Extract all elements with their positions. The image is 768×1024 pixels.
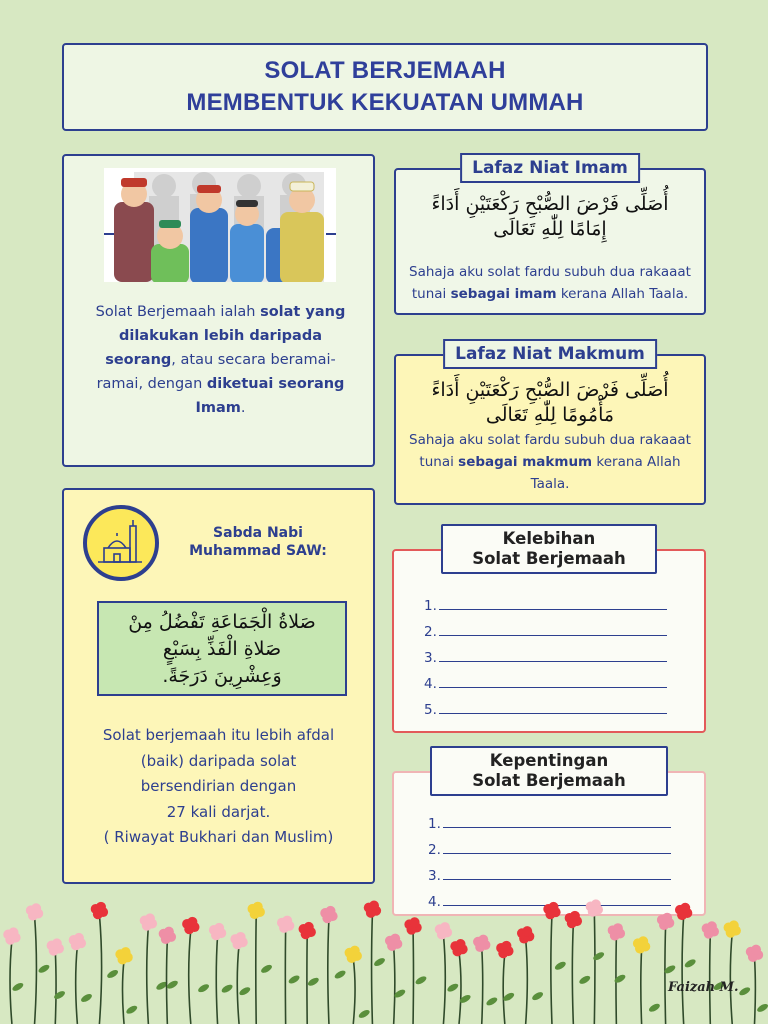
flower <box>496 941 515 1024</box>
hadith-arabic-box <box>97 601 347 696</box>
list-item[interactable]: 3. <box>424 645 667 671</box>
flower <box>657 913 677 1024</box>
flower <box>435 922 460 1024</box>
kelebihan-panel <box>392 529 706 733</box>
page-title-line2: MEMBENTUK KEKUATAN UMMAH <box>186 89 584 116</box>
sabda-panel <box>62 488 375 884</box>
sabda-title: Sabda Nabi Muhammad SAW: <box>189 525 327 559</box>
flower <box>543 902 567 1024</box>
niat-makmum-translation: Sahaja aku solat fardu subuh dua rakaaat tunai sebagai makmum kerana Allah Taala. <box>409 432 691 492</box>
niat-imam-panel <box>394 158 706 315</box>
hadith-translation: Solat berjemaah itu lebih afdal (baik) daripada solat bersendirian dengan 27 kali darjat. ( Riwayat Bukhari dan Muslim) <box>102 726 335 846</box>
definition-panel <box>62 154 375 467</box>
flower <box>182 917 210 1024</box>
flower <box>702 921 726 1024</box>
flower <box>608 923 627 1024</box>
author-signature: Faizah M. <box>668 980 739 995</box>
flower-border-decoration <box>0 894 768 1024</box>
flower <box>69 933 93 1024</box>
page-title-line1: SOLAT BERJEMAAH <box>264 57 506 84</box>
list-item[interactable]: 4. <box>428 889 671 915</box>
flower <box>115 947 138 1024</box>
list-item[interactable]: 1. <box>428 811 671 837</box>
flower <box>675 903 697 1024</box>
flower <box>517 926 544 1024</box>
list-item[interactable]: 2. <box>424 619 667 645</box>
flower <box>3 927 24 1024</box>
flower <box>209 923 234 1024</box>
kepentingan-title: Kepentingan Solat Berjemaah <box>430 746 668 796</box>
list-item[interactable]: 3. <box>428 863 671 889</box>
niat-makmum-arabic: أُصَلِّى فَرْضَ الصُّبْحِ رَكْعَتَيْنِ أَدَاءً مَأْمُومًا لِلّٰهِ تَعَالَى <box>431 379 669 426</box>
flower <box>633 936 661 1024</box>
niat-imam-arabic: أُصَلِّى فَرْضَ الصُّبْحِ رَكْعَتَيْنِ أَدَاءً إِمَامًا لِلّٰهِ تَعَالَى <box>431 193 669 240</box>
flower <box>450 939 472 1024</box>
list-item[interactable]: 5. <box>424 697 667 723</box>
flower <box>345 946 371 1024</box>
flower <box>320 906 347 1024</box>
title-banner <box>62 43 708 131</box>
flower <box>159 927 179 1024</box>
flower <box>473 935 498 1024</box>
kelebihan-title: Kelebihan Solat Berjemaah <box>441 524 657 574</box>
niat-makmum-panel <box>394 344 706 505</box>
flower <box>299 922 321 1024</box>
hadith-arabic: صَلاةُ الْجَمَاعَةِ تَفْضُلُ مِنْ صَلاةِ الْفَذِّ بِسَبْعٍ وَعِشْرِينَ دَرَجَةً. <box>128 611 316 687</box>
niat-imam-translation: Sahaja aku solat fardu subuh dua rakaaat tunai sebagai imam kerana Allah Taala. <box>409 264 691 302</box>
list-item[interactable]: 2. <box>428 837 671 863</box>
flower <box>47 938 67 1024</box>
flower <box>724 920 752 1024</box>
flower <box>746 945 768 1024</box>
definition-text: Solat Berjemaah ialah solat yang dilakukan lebih daripada seorang, atau secara beramai-ramai, dengan diketuai seorang Imam. <box>95 304 346 416</box>
flower <box>248 902 274 1024</box>
mosque-icon <box>82 504 160 582</box>
flower <box>385 934 407 1024</box>
flower <box>91 902 120 1024</box>
list-item[interactable]: 1. <box>424 593 667 619</box>
kelebihan-list <box>424 593 667 723</box>
flower <box>230 932 251 1024</box>
flower <box>565 911 592 1024</box>
flower <box>277 916 301 1024</box>
flower <box>586 899 606 1024</box>
niat-makmum-label: Lafaz Niat Makmum <box>443 339 657 369</box>
list-item[interactable]: 4. <box>424 671 667 697</box>
flower <box>364 901 386 1024</box>
niat-imam-label: Lafaz Niat Imam <box>460 153 640 183</box>
congregation-prayer-illustration <box>104 168 336 282</box>
flower <box>26 903 51 1024</box>
flower <box>404 917 427 1024</box>
